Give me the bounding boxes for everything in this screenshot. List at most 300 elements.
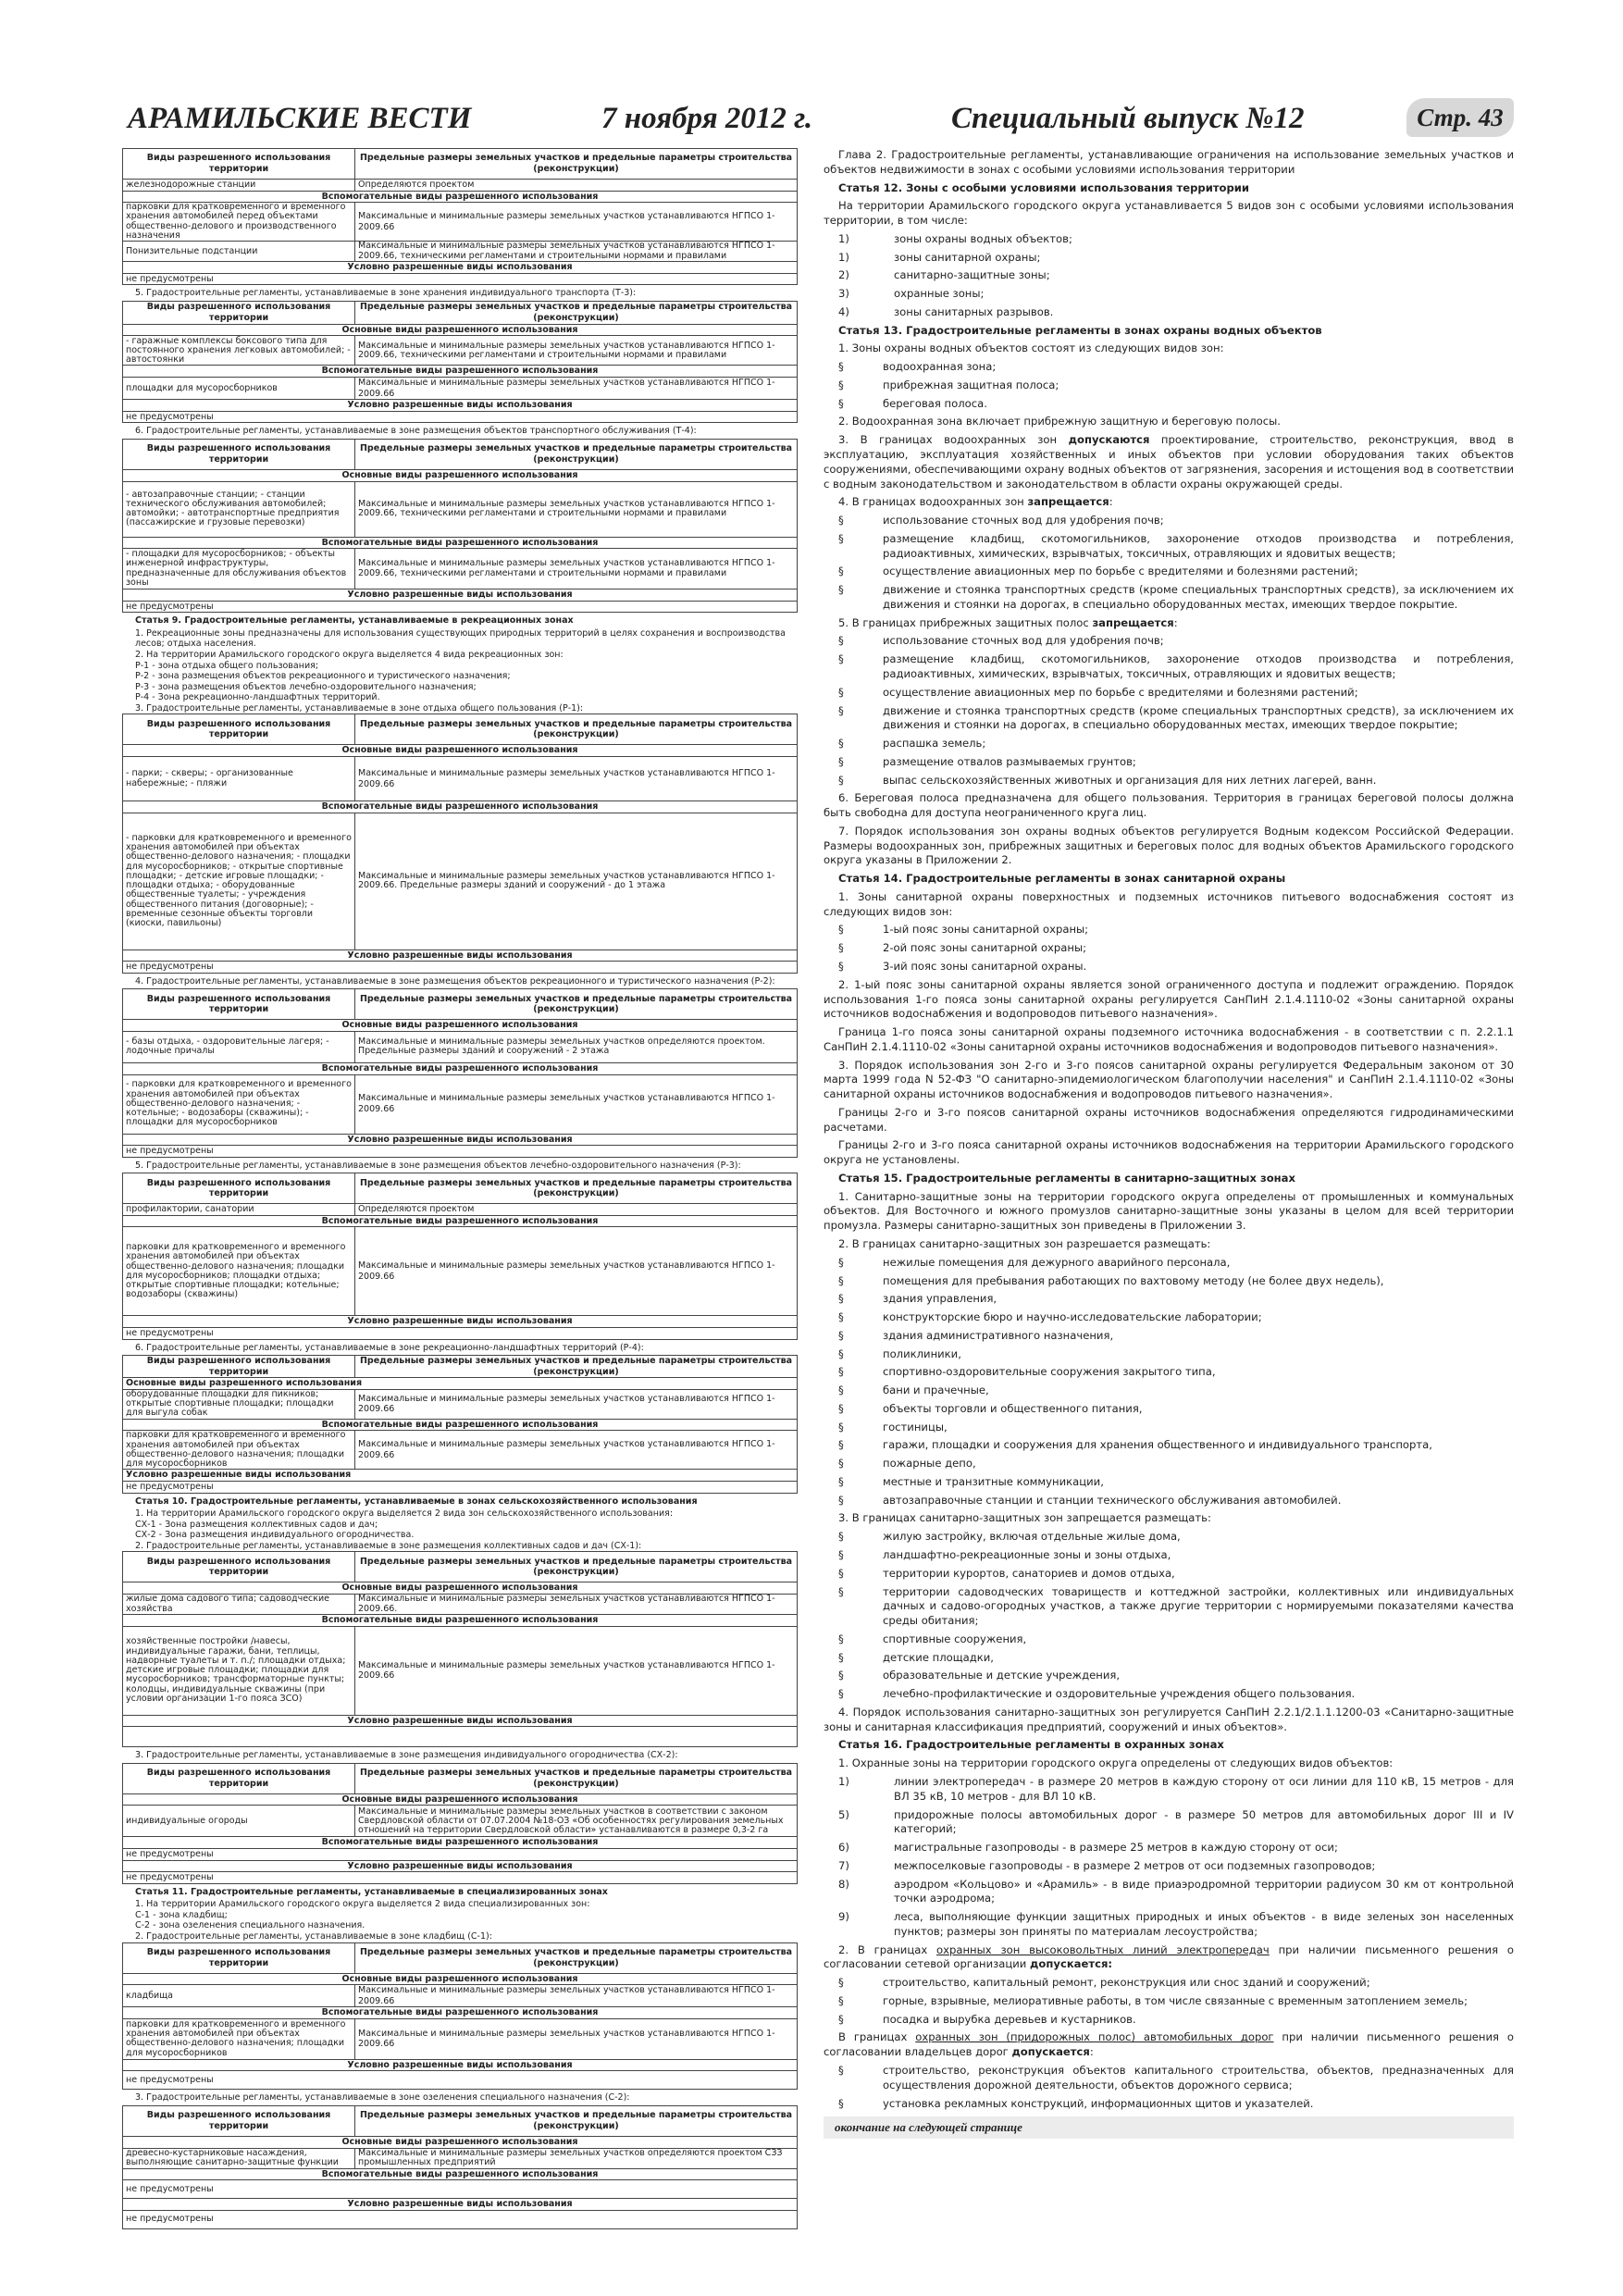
list	[824, 1530, 1514, 1702]
list-text: пожарные депо,	[883, 1457, 976, 1471]
list-text: леса, выполняющие функции защитных природных и иных объектов - в виде зеленых зон населенных пунктов; размеры зон приняты по материалам лесоустройства;	[894, 1910, 1514, 1938]
paragraph: 6. Береговая полоса предназначена для общего пользования. Территория в границах береговой полосы должна быть свободна для доступа неограниченного круга лиц.	[824, 791, 1514, 820]
list-marker: §	[838, 923, 844, 937]
table-cell: - автозаправочные станции; - станции технического обслуживания автомобилей; автомойки; - автотранспортные предприятия (пассажирские и грузовые перевозки)	[123, 481, 355, 537]
list-marker: §	[838, 1328, 844, 1342]
table-rail-zone	[122, 148, 798, 285]
list-marker: §	[838, 531, 844, 545]
list-marker: 5)	[838, 1807, 849, 1821]
list-text: образовательные и детские учреждения,	[883, 1669, 1121, 1682]
table-cell: не предусмотрены	[123, 2180, 798, 2199]
list	[824, 1256, 1514, 1508]
table-section-row: Основные виды разрешенного использования	[123, 1793, 798, 1806]
list-text: бани и прачечные,	[883, 1384, 989, 1397]
table-cell: парковки для кратковременного и временного хранения автомобилей при объектах общественно-делового назначения; площадки для мусоросборников	[123, 1431, 355, 1470]
list-text: территории садоводческих товариществ и коттеджной застройки, коллективных или индивидуальных дачных и садово-огородных участков, а также другие территории с нормируемыми показателями качества среды обитания;	[883, 1584, 1514, 1628]
list-text: строительство, реконструкция объектов капитального строительства, объектов, предназначенных для осуществления дорожной деятельности, объектов дорожного сервиса;	[883, 2063, 1514, 2091]
list-marker: §	[838, 1273, 844, 1287]
list-item	[824, 514, 1514, 528]
list-text: прибрежная защитная полоса;	[883, 378, 1059, 391]
paragraph: 2. В границах санитарно-защитных зон разрешается размещать:	[838, 1237, 1211, 1250]
list-text: межпоселковые газопроводы - в размере 2 метров от оси подземных газопроводов;	[894, 1858, 1376, 1872]
list-item	[824, 232, 1514, 247]
list-text: размещение кладбищ, скотомогильников, захоронение отходов производства и потребления, радиоактивных, химических, взрывчатых, токсичных, отравляющих и ядовитых веществ;	[883, 652, 1514, 680]
table-header: Предельные размеры земельных участков и предельные параметры строительства (реконструкции)	[355, 439, 798, 469]
paragraph: 3. В границах санитарно-защитных зон запрещается размещать:	[838, 1511, 1211, 1525]
list	[824, 1976, 1514, 2027]
table-cell: Максимальные и минимальные размеры земельных участков устанавливаются НГПСО 1-2009.66	[355, 378, 798, 400]
list-text: осуществление авиационных мер по борьбе с вредителями и болезнями растений;	[883, 565, 1358, 578]
table-section-row: Условно разрешенные виды использования	[123, 949, 798, 962]
list-marker: §	[838, 2063, 844, 2077]
list-marker: §	[838, 1310, 844, 1324]
list-item	[824, 1384, 1514, 1398]
list-item	[824, 634, 1514, 649]
text-span: :	[1109, 495, 1113, 509]
list-marker: §	[838, 959, 844, 973]
paragraph: Граница 1-го пояса зоны санитарной охраны подземного источника водоснабжения - в соответствии с п. 2.2.1.1 СанПиН 2.1.4.1110-02 «Зоны санитарной охраны источников водоснабжения и водопроводов питьевого назначения».	[824, 1025, 1514, 1053]
table-section-row: Вспомогательные виды разрешенного использования	[123, 191, 798, 203]
list-text: выпас сельскохозяйственных животных и организация для них летних лагерей, ванн.	[883, 773, 1377, 787]
list-text: гостиницы,	[883, 1420, 948, 1433]
list-item	[824, 287, 1514, 302]
list-text: размещение отвалов размываемых грунтов;	[883, 754, 1136, 768]
list-text: установка рекламных конструкций, информационных щитов и указателей.	[883, 2096, 1314, 2110]
list-marker: §	[838, 583, 844, 597]
table-section-row: Условно разрешенные виды использования	[123, 1860, 798, 1872]
list-text: использование сточных вод для удобрения почв;	[883, 514, 1164, 527]
table-header: Виды разрешенного использования территории	[123, 1173, 355, 1204]
list-item	[824, 755, 1514, 770]
table-header: Виды разрешенного использования территории	[123, 1552, 355, 1582]
table-t4	[122, 439, 798, 613]
list-text: объекты торговли и общественного питания,	[883, 1401, 1143, 1415]
list-marker: §	[838, 1632, 844, 1645]
table-cell: профилактории, санатории	[123, 1204, 355, 1216]
text-span: 5. В границах прибрежных защитных полос	[838, 615, 1093, 629]
table-cell: Максимальные и минимальные размеры земельных участков устанавливаются НГПСО 1-2009.66, техническими регламентами и строительными нормами и правилами	[355, 481, 798, 537]
table-cell: площадки для мусоросборников	[123, 378, 355, 400]
table-c2	[122, 2105, 798, 2229]
table-section-row: Основные виды разрешенного использования	[123, 469, 798, 481]
list-item	[824, 397, 1514, 412]
list-marker: §	[838, 1548, 844, 1562]
paragraph: 3. Градостроительные регламенты, устанавливаемые в зоне отдыха общего пользования (Р-1):	[135, 702, 584, 714]
list-item	[824, 923, 1514, 937]
paragraph: 2. 1-ый пояс зоны санитарной охраны является зоной ограниченного доступа и подлежит ограждению. Порядок использования 1-го пояса зоны санитарной охраны регулируется СанПиН 2.1.4.1110-02 «Зоны санитарной охраны источников водоснабжения и водопроводов питьевого назначения».	[824, 977, 1514, 1021]
table-header: Виды разрешенного использования территории	[123, 714, 355, 745]
table-cell: Максимальные и минимальные размеры земельных участков в соответствии с законом Свердловской области от 07.07.2004 №18-ОЗ «Об особенностях регулирования земельных отношений на территории Свердловской области» устанавливаются в размере 0,3-2 га	[355, 1806, 798, 1837]
list-item	[824, 1548, 1514, 1563]
table-section-row: Вспомогательные виды разрешенного использования	[123, 1615, 798, 1627]
table-cell: Максимальные и минимальные размеры земельных участков устанавливаются НГПСО 1-2009.66	[355, 1074, 798, 1134]
list-marker: §	[838, 1669, 844, 1682]
list-text: зоны санитарной охраны;	[894, 250, 1041, 264]
table-section-row: Условно разрешенные виды использования	[123, 2199, 798, 2211]
table-header: Виды разрешенного использования территории	[123, 1942, 355, 1973]
table-cell: не предусмотрены	[123, 273, 798, 285]
underlined-text: охранных зон высоковольтных линий электропередач	[936, 1942, 1270, 1956]
table-r4	[122, 1355, 798, 1493]
paragraph: 1. На территории Арамильского городского округа выделяется 2 вида специализированных зон:	[135, 1899, 590, 1910]
list-marker: §	[838, 1365, 844, 1379]
table-section-row: Вспомогательные виды разрешенного использования	[123, 2007, 798, 2019]
underlined-text: охранных зон (придорожных полос) автомобильных дорог	[915, 2030, 1274, 2044]
paragraph: Границы 2-го и 3-го поясов санитарной охраны источников водоснабжения определяются гидродинамическими расчетами.	[824, 1105, 1514, 1134]
article-heading: Статья 14. Градостроительные регламенты в зонах санитарной охраны	[838, 872, 1286, 886]
text-span: при наличии письменного решения о согласовании владельцев дорог	[824, 2030, 1514, 2059]
table-section-row: Вспомогательные виды разрешенного использования	[123, 1419, 798, 1431]
list-text: магистральные газопроводы - в размере 25 метров в каждую сторону от оси;	[894, 1841, 1338, 1855]
table-cell: - парковки для кратковременного и временного хранения автомобилей при объектах общественно-делового назначения; - котельные; - водозаборы (скважины); - площадки для мусоросборников	[123, 1074, 355, 1134]
article-heading: Статья 11. Градостроительные регламенты, устанавливаемые в специализированных зонах	[135, 1886, 608, 1897]
list	[824, 634, 1514, 788]
article-heading: Статья 9. Градостроительные регламенты, устанавливаемые в рекреационных зонах	[135, 615, 574, 627]
list-marker: §	[838, 1401, 844, 1415]
table-header: Предельные размеры земельных участков и предельные параметры строительства (реконструкции)	[355, 714, 798, 745]
list-item	[824, 251, 1514, 266]
table-section-row: Основные виды разрешенного использования	[123, 1973, 798, 1985]
emphasis: запрещается	[1092, 615, 1174, 629]
table-cell: - парки; - скверы; - организованные набережные; - пляжи	[123, 757, 355, 801]
list-item	[824, 1585, 1514, 1629]
table-section-row: Условно разрешенные виды использования	[123, 2059, 798, 2071]
paragraph: 5. Градостроительные регламенты, устанавливаемые в зоне хранения индивидуального транспорта (Т-3):	[135, 288, 637, 299]
list-marker: 3)	[838, 287, 849, 301]
list-marker: §	[838, 773, 844, 787]
table-cell: Определяются проектом	[355, 1204, 798, 1216]
list-marker: §	[838, 1438, 844, 1452]
list-item	[824, 1365, 1514, 1380]
list-marker: §	[838, 514, 844, 527]
table-section-row: Вспомогательные виды разрешенного использования	[123, 537, 798, 549]
list-item	[824, 2064, 1514, 2093]
right-column	[824, 148, 1514, 2139]
table-section-row: Вспомогательные виды разрешенного использования	[123, 801, 798, 813]
table-cell: Максимальные и минимальные размеры земельных участков устанавливаются НГПСО 1-2009.66	[355, 2018, 798, 2059]
list-item	[824, 737, 1514, 751]
table-cell: Максимальные и минимальные размеры земельных участков устанавливаются НГПСО 1-2009.66.	[355, 1595, 798, 1615]
left-column	[122, 148, 798, 2229]
table-cell: не предусмотрены	[123, 1327, 798, 1339]
list-item	[824, 565, 1514, 579]
list-item	[824, 1976, 1514, 1991]
list-text: поликлиники,	[883, 1347, 961, 1360]
list-item	[824, 1402, 1514, 1417]
table-cell: Максимальные и минимальные размеры земельных участков устанавливаются НГПСО 1-2009.66	[355, 1431, 798, 1470]
table-cell: индивидуальные огороды	[123, 1806, 355, 1837]
list-item	[824, 583, 1514, 613]
table-section-row: Условно разрешенные виды использования	[123, 1715, 798, 1727]
list-marker: §	[838, 737, 844, 751]
list	[824, 514, 1514, 613]
table-cell	[123, 1727, 798, 1747]
table-section-row: Основные виды разрешенного использования	[123, 1020, 798, 1032]
table-cell: Максимальные и минимальные размеры земельных участков устанавливаются НГПСО 1-2009.66	[355, 1985, 798, 2007]
paragraph: 3. Градостроительные регламенты, устанавливаемые в зоне озеленения специального назначения (С-2):	[135, 2092, 630, 2104]
article-heading: Статья 12. Зоны с особыми условиями использования территории	[838, 180, 1250, 194]
list-item	[824, 1687, 1514, 1702]
list-item	[824, 1994, 1514, 2009]
page-number: Стр. 43	[1406, 98, 1514, 137]
list-item	[824, 1475, 1514, 1490]
list-item	[824, 1494, 1514, 1508]
list-text: 2-ой пояс зоны санитарной охраны;	[883, 941, 1087, 955]
paragraph: 1. Санитарно-защитные зоны на территории городского округа определены от промышленных и коммунальных объектов. Для Восточного и южного промузлов санитарно-защитные зоны указаны в целом для всей территории промузла. Размеры санитарно-защитных зон приведены в Приложении 3.	[824, 1189, 1514, 1233]
table-cell: Максимальные и минимальные размеры земельных участков устанавливаются НГПСО 1-2009.66, техническими регламентами и строительными нормами и правилами	[355, 549, 798, 590]
table-cell: не предусмотрены	[123, 601, 798, 613]
text-span: :	[1173, 615, 1178, 629]
list-text: лечебно-профилактические и оздоровительные учреждения общего пользования.	[883, 1687, 1356, 1701]
table-section-row: Основные виды разрешенного использования	[123, 745, 798, 757]
table-header: Виды разрешенного использования территории	[123, 149, 355, 180]
table-cell: древесно-кустарниковые насаждения, выполняющие санитарно-защитные функции	[123, 2148, 355, 2168]
table-cell: парковки для кратковременного и временного хранения автомобилей перед объектами общественно-делового и производственного назначения	[123, 203, 355, 242]
list-marker: §	[838, 1566, 844, 1580]
table-section-row: Основные виды разрешенного использования	[123, 2137, 798, 2149]
table-cell: жилые дома садового типа; садоводческие хозяйства	[123, 1595, 355, 1615]
list-item	[824, 1841, 1514, 1855]
list-item	[824, 268, 1514, 283]
list-text: помещения для пребывания работающих по вахтовому методу (не более двух недель),	[883, 1273, 1384, 1287]
table-section-row: Условно разрешенные виды использования	[123, 400, 798, 412]
text-span: В границах	[838, 2030, 916, 2044]
list-item	[824, 1669, 1514, 1683]
text-span: при наличии письменного решения о согласовании сетевой организации	[824, 1942, 1514, 1971]
list-text: 1-ый пояс зоны санитарной охраны;	[883, 923, 1089, 937]
list-item	[824, 941, 1514, 956]
issue-title: Специальный выпуск №12	[951, 102, 1305, 135]
table-section-row: Условно разрешенные виды использования	[123, 262, 798, 274]
list-text: водоохранная зона;	[883, 360, 997, 374]
list-item	[824, 1310, 1514, 1325]
table-section-row: Основные виды разрешенного использования	[123, 1378, 798, 1390]
article-heading: Статья 15. Градостроительные регламенты в санитарно-защитных зонах	[838, 1171, 1295, 1185]
table-cell: не предусмотрены	[123, 2071, 798, 2090]
table-sh2	[122, 1763, 798, 1884]
list-marker: §	[838, 703, 844, 717]
list-marker: §	[838, 1347, 844, 1360]
list-marker: §	[838, 1292, 844, 1306]
paragraph: Границы 2-го и 3-го пояса санитарной охраны источников водоснабжения на территории Арамильского городского округа не установлены.	[824, 1138, 1514, 1167]
paragraph	[824, 2030, 1514, 2060]
table-header: Виды разрешенного использования территории	[123, 2106, 355, 2137]
list-marker: 8)	[838, 1877, 849, 1891]
list-text: зоны санитарных разрывов.	[894, 304, 1054, 318]
list-marker: §	[838, 634, 844, 648]
paragraph: 2. Водоохранная зона включает прибрежную защитную и береговую полосы.	[838, 415, 1281, 428]
table-cell: не предусмотрены	[123, 962, 798, 974]
table-header: Предельные размеры земельных участков и предельные параметры строительства (реконструкции)	[355, 1552, 798, 1582]
paragraph: 1. Охранные зоны на территории городского округа определены от следующих видов объектов:	[838, 1756, 1394, 1770]
list-text: размещение кладбищ, скотомогильников, захоронение отходов производства и потребления, радиоактивных, химических, взрывчатых, токсичных, отравляющих и ядовитых веществ;	[883, 531, 1514, 560]
table-cell: не предусмотрены	[123, 2210, 798, 2228]
list-marker: 7)	[838, 1858, 849, 1872]
table-header: Предельные размеры земельных участков и предельные параметры строительства (реконструкции)	[355, 301, 798, 324]
text-span: проектирование, строительство, реконструкция, ввод в эксплуатацию, эксплуатация хозяйственных и иных объектов при условии оборудования таких объектов сооружениями, обеспечивающими охрану водных объектов от загрязнения, засорения и истощения вод в соответствии с водным законодательством и законодательством в области охраны окружающей среды.	[824, 433, 1514, 490]
table-r2	[122, 988, 798, 1157]
table-header: Предельные размеры земельных участков и предельные параметры строительства (реконструкции)	[355, 1173, 798, 1204]
paragraph: 5. Градостроительные регламенты, устанавливаемые в зоне размещения объектов лечебно-оздоровительного назначения (Р-3):	[135, 1160, 741, 1171]
list-text: горные, взрывные, мелиоративные работы, в том числе связанные с временным затоплением земель;	[883, 1993, 1468, 2007]
table-cell: Максимальные и минимальные размеры земельных участков определяются проектом СЗЗ промышленных предприятий	[355, 2148, 798, 2168]
list-text: детские площадки,	[883, 1650, 994, 1664]
list-item	[824, 1329, 1514, 1344]
table-cell: - гаражные комплексы боксового типа для постоянного хранения легковых автомобилей; - автостоянки	[123, 336, 355, 366]
table-header: Предельные размеры земельных участков и предельные параметры строительства (реконструкции)	[355, 1942, 798, 1973]
list-marker: §	[838, 1420, 844, 1433]
table-header: Предельные размеры земельных участков и предельные параметры строительства (реконструкции)	[355, 1763, 798, 1793]
list-text: зоны охраны водных объектов;	[894, 231, 1072, 245]
table-section-row: Вспомогательные виды разрешенного использования	[123, 366, 798, 378]
list-marker: §	[838, 1993, 844, 2007]
list-marker: 6)	[838, 1841, 849, 1855]
table-section-row: Условно разрешенные виды использования	[123, 1470, 798, 1482]
list	[824, 360, 1514, 411]
list-item	[824, 1567, 1514, 1582]
table-cell: железнодорожные станции	[123, 180, 355, 192]
list-text: автозаправочные станции и станции технического обслуживания автомобилей.	[883, 1493, 1342, 1507]
paragraph: 3. Градостроительные регламенты, устанавливаемые в зоне размещения индивидуального огородничества (СХ-2):	[135, 1750, 678, 1761]
table-header: Виды разрешенного использования территории	[123, 1356, 355, 1378]
list-marker: §	[838, 1384, 844, 1397]
table-cell: Максимальные и минимальные размеры земельных участков определяются проектом. Предельные размеры зданий и сооружений - 2 этажа	[355, 1031, 798, 1062]
table-header: Предельные размеры земельных участков и предельные параметры строительства (реконструкции)	[355, 149, 798, 180]
list-marker: §	[838, 1584, 844, 1598]
list-marker: §	[838, 396, 844, 410]
list-marker: §	[838, 1457, 844, 1471]
list-item	[824, 1878, 1514, 1907]
table-r3	[122, 1173, 798, 1339]
list-marker: 2)	[838, 268, 849, 282]
table-cell: Максимальные и минимальные размеры земельных участков устанавливаются НГПСО 1-2009.66	[355, 1626, 798, 1715]
text-span: 4. В границах водоохранных зон	[838, 495, 1028, 509]
table-header: Предельные размеры земельных участков и предельные параметры строительства (реконструкции)	[355, 1356, 798, 1378]
table-header: Виды разрешенного использования территории	[123, 301, 355, 324]
list-marker: §	[838, 565, 844, 578]
table-cell: Определяются проектом	[355, 180, 798, 192]
paragraph: Р-4 - Зона рекреационно-ландшафтных территорий.	[135, 692, 380, 703]
table-header: Предельные размеры земельных участков и предельные параметры строительства (реконструкции)	[355, 2106, 798, 2137]
paragraph: СХ-1 - Зона размещения коллективных садов и дач;	[135, 1519, 378, 1530]
list-marker: §	[838, 685, 844, 699]
list-text: здания управления,	[883, 1292, 997, 1306]
list-marker: §	[838, 1255, 844, 1269]
paragraph: 4. Порядок использования санитарно-защитных зон регулируется СанПиН 2.2.1/2.1.1.1200-03 «Санитарно-защитные зоны и санитарная классификация предприятий, сооружений и иных объектов».	[824, 1705, 1514, 1733]
list-item	[824, 1421, 1514, 1435]
article-heading: Статья 16. Градостроительные регламенты в охранных зонах	[838, 1738, 1224, 1752]
list-item	[824, 960, 1514, 974]
list-item	[824, 379, 1514, 393]
list-item	[824, 2097, 1514, 2112]
list-text: территории курортов, санаториев и домов отдыха,	[883, 1566, 1175, 1580]
list-item	[824, 1274, 1514, 1289]
table-sh1	[122, 1551, 798, 1747]
list-marker: §	[838, 360, 844, 374]
paragraph: 2. Градостроительные регламенты, устанавливаемые в зоне размещения коллективных садов и дач (СХ-1):	[135, 1540, 642, 1551]
text-span: :	[1089, 2045, 1094, 2059]
table-cell: - парковки для кратковременного и временного хранения автомобилей при объектах общественно-делового назначения; - площадки для мусоросборников; - открытые спортивные площадки; - детские игровые площадки; - площадки отдыха; - оборудованные общественные туалеты; - учреждения общественного питания (договорные); - временные сезонные объекты торговли (киоски, павильоны)	[123, 813, 355, 949]
list-item	[824, 360, 1514, 375]
table-header: Предельные размеры земельных участков и предельные параметры строительства (реконструкции)	[355, 989, 798, 1020]
emphasis: допускается	[1011, 2045, 1090, 2059]
table-cell: - площадки для мусоросборников; - объекты инженерной инфраструктуры, предназначенные для обслуживания объектов зоны	[123, 549, 355, 590]
table-cell: Максимальные и минимальные размеры земельных участков устанавливаются НГПСО 1-2009.66	[355, 203, 798, 242]
list-item	[824, 305, 1514, 320]
list-text: осуществление авиационных мер по борьбе с вредителями и болезнями растений;	[883, 685, 1358, 699]
list-marker: §	[838, 941, 844, 955]
table-section-row: Условно разрешенные виды использования	[123, 1316, 798, 1328]
paragraph: 3. Порядок использования зон 2-го и 3-го поясов санитарной охраны регулируется Федеральным законом от 30 марта 1999 года N 52-ФЗ "О санитарно-эпидемиологическом благополучии населения" и СанПиН 2.1.4.1110-02 «Зоны санитарной охраны источников водоснабжения и водопроводов питьевого назначения».	[824, 1058, 1514, 1101]
list-text: охранные зоны;	[894, 287, 985, 301]
list-item	[824, 1438, 1514, 1453]
article-heading: Статья 10. Градостроительные регламенты, устанавливаемые в зонах сельскохозяйственного использования	[135, 1496, 698, 1507]
issue-date: 7 ноября 2012 г.	[601, 102, 813, 135]
table-cell: Максимальные и минимальные размеры земельных участков устанавливаются НГПСО 1-2009.66	[355, 1227, 798, 1316]
paragraph: На территории Арамильского городского округа устанавливается 5 видов зон с особыми условиями использования территории, в том числе:	[824, 199, 1514, 228]
list-text: санитарно-защитные зоны;	[894, 268, 1050, 282]
list-item	[824, 1651, 1514, 1666]
continued-footer: окончание на следующей странице	[824, 2116, 1514, 2139]
list-text: движение и стоянка транспортных средств (кроме специальных транспортных средств), за исключением их движения и стоянки на дорогах, в специально оборудованных местах, имеющих твердое покрытие;	[883, 703, 1514, 732]
table-cell: парковки для кратковременного и временного хранения автомобилей при объектах общественно-делового назначения; площадки для мусоросборников	[123, 2018, 355, 2059]
list-text: жилую застройку, включая отдельные жилые дома,	[883, 1530, 1181, 1544]
list-marker: §	[838, 2096, 844, 2110]
paragraph: 4. Градостроительные регламенты, устанавливаемые в зоне размещения объектов рекреационного и туристического назначения (Р-2):	[135, 975, 775, 987]
article-heading: Статья 13. Градостроительные регламенты в зонах охраны водных объектов	[838, 323, 1322, 337]
list-item	[824, 1775, 1514, 1805]
list-marker: §	[838, 1474, 844, 1488]
list-text: использование сточных вод для удобрения почв;	[883, 634, 1164, 648]
table-r1	[122, 714, 798, 973]
list-item	[824, 1256, 1514, 1271]
table-section-row: Вспомогательные виды разрешенного использования	[123, 2168, 798, 2180]
list-marker: 4)	[838, 304, 849, 318]
text-span: 3. В границах водоохранных зон	[838, 433, 1069, 447]
list-marker: §	[838, 1687, 844, 1701]
list-text: спортивно-оздоровительные сооружения закрытого типа,	[883, 1365, 1216, 1379]
list-text: аэродром «Кольцово» и «Арамиль» - в виде приаэродромной территории радиусом 30 км от контрольной точки аэродрома;	[894, 1877, 1514, 1905]
list-text: конструкторские бюро и научно-исследовательские лаборатории;	[883, 1310, 1262, 1324]
list-item	[824, 652, 1514, 682]
table-cell: Максимальные и минимальные размеры земельных участков устанавливаются НГПСО 1-2009.66. Предельные размеры зданий и сооружений - до 1 этажа	[355, 813, 798, 949]
table-section-row: Основные виды разрешенного использования	[123, 324, 798, 336]
table-cell: хозяйственные постройки /навесы, индивидуальные гаражи, бани, теплицы, надворные туалеты и т. п./; площадки отдыха; детские игровые площадки; площадки для мусоросборников; трансформаторные пункты; колодцы, индивидуальные скважины (при условии организации 1-го пояса ЗСО)	[123, 1626, 355, 1715]
list-item	[824, 1347, 1514, 1362]
list-marker: §	[838, 378, 844, 391]
list-text: придорожные полосы автомобильных дорог - в размере 50 метров для автомобильных дорог III и IV категорий;	[894, 1807, 1514, 1836]
paragraph: 1. На территории Арамильского городского округа выделяется 2 вида зон сельскохозяйственного использования:	[135, 1508, 674, 1520]
paragraph: 7. Порядок использования зон охраны водных объектов регулируется Водным кодексом Российской Федерации. Размеры водоохранных зон, прибрежных защитных и береговых полос для водных объектов Арамильского городского округа указаны в Приложении 2.	[824, 824, 1514, 867]
table-section-row: Основные виды разрешенного использования	[123, 1582, 798, 1595]
emphasis: допускаются	[1068, 433, 1150, 447]
paragraph: Глава 2. Градостроительные регламенты, устанавливающие ограничения на использование земельных участков и объектов недвижимости в зонах с особыми условиями использования территории	[824, 148, 1514, 176]
table-cell: не предусмотрены	[123, 1848, 798, 1860]
paragraph	[824, 433, 1514, 491]
paragraph: 1. Рекреационные зоны предназначены для использования существующих природных территорий в целях сохранения и воспроизводства лесов; отдыха населения.	[135, 627, 786, 650]
table-cell: оборудованные площадки для пикников; открытые спортивные площадки; площадки для выгула собак	[123, 1389, 355, 1419]
page-header	[128, 96, 1514, 141]
list-text: береговая полоса.	[883, 396, 987, 410]
list	[824, 923, 1514, 974]
list-text: посадка и вырубка деревьев и кустарников.	[883, 2012, 1136, 2026]
paragraph: 2. Градостроительные регламенты, устанавливаемые в зоне кладбищ (С-1):	[135, 1931, 492, 1942]
table-cell: - базы отдыха, - оздоровительные лагеря; - лодочные причалы	[123, 1031, 355, 1062]
table-section-row: Условно разрешенные виды использования	[123, 1134, 798, 1146]
table-cell: Понизительные подстанции	[123, 242, 355, 262]
table-section-row: Вспомогательные виды разрешенного использования	[123, 1837, 798, 1849]
table-cell: не предусмотрены	[123, 1482, 798, 1494]
